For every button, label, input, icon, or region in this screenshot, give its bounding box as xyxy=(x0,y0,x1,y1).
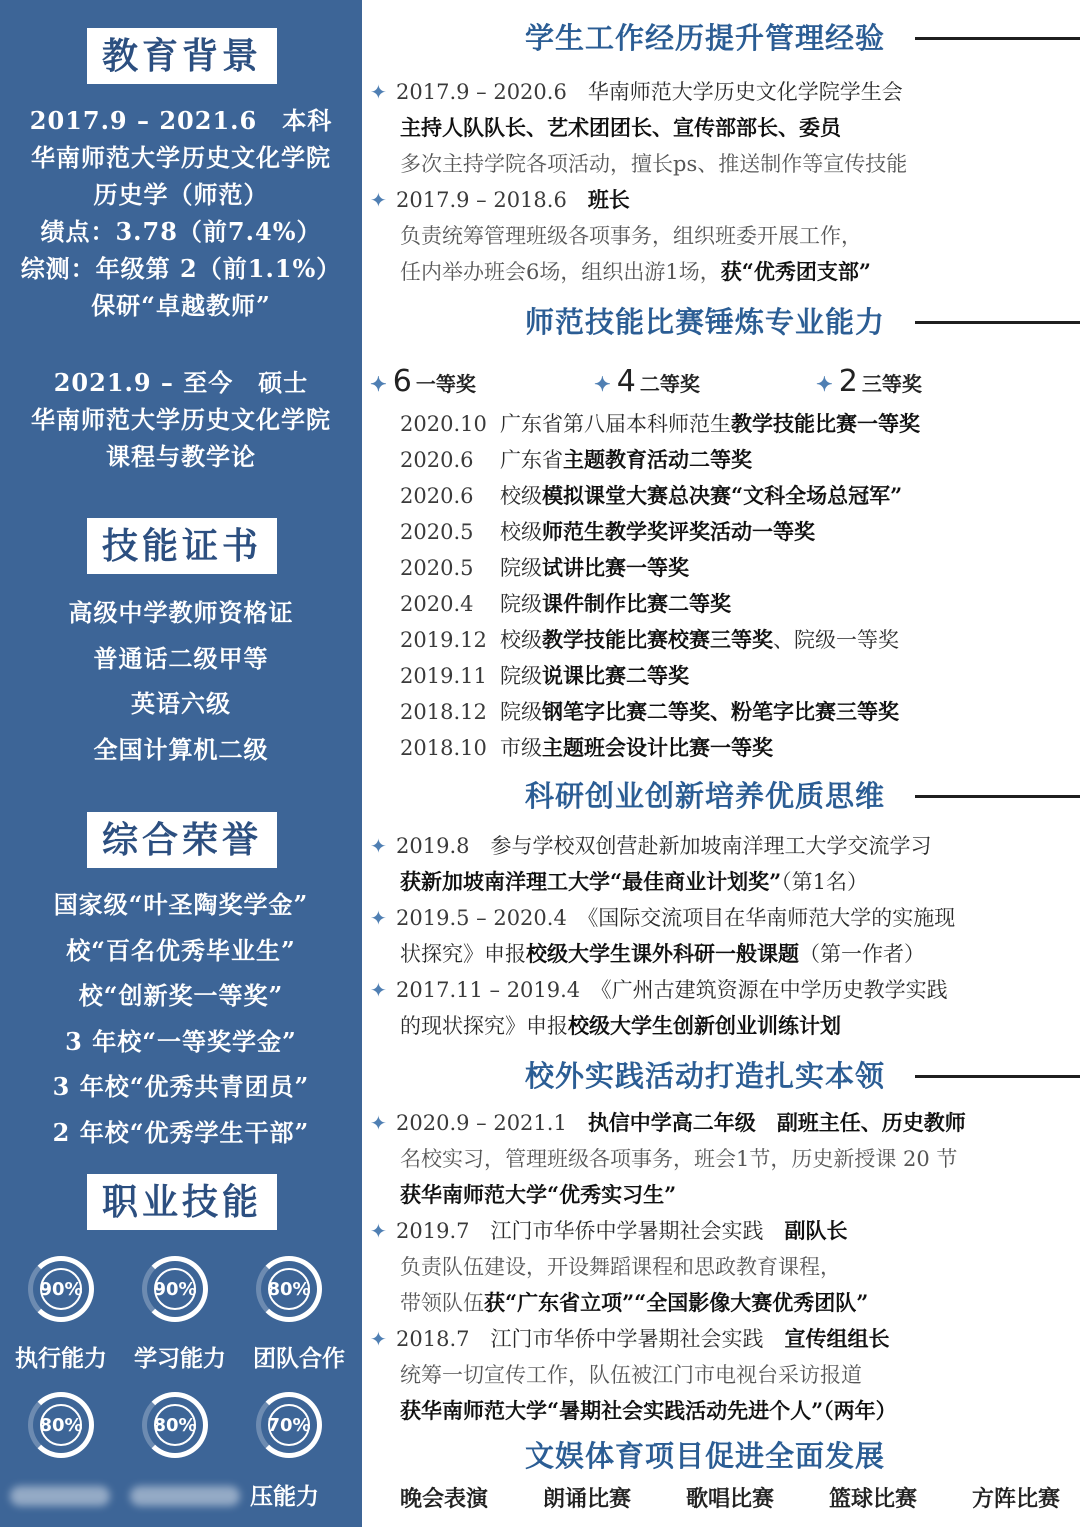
entry-date: 2019.7 xyxy=(396,1219,470,1243)
award-name: 教学技能比赛一等奖 xyxy=(731,411,920,436)
honor-item: 校“百名优秀毕业生” xyxy=(66,935,296,965)
entry-date: 2017.11 – 2019.4 xyxy=(396,978,581,1002)
star-icon: ✦ xyxy=(816,372,833,396)
entry-award: 获华南师范大学“暑期社会实践活动先进个人”（两年） xyxy=(400,1398,897,1423)
award-date: 2020.5 xyxy=(400,520,474,544)
skill-percent: 90% xyxy=(40,1268,82,1310)
award-date: 2019.11 xyxy=(400,664,487,688)
entry-role: 班长 xyxy=(587,187,630,212)
skills-title: 职业技能 xyxy=(87,1174,277,1230)
entry-org: 执信中学高二年级 xyxy=(587,1110,756,1135)
award-count: 2 xyxy=(838,364,858,399)
award-name: 模拟课堂大赛总决赛“文科全场总冠军” xyxy=(542,483,903,508)
entry-org: 江门市华侨中学暑期社会实践 xyxy=(490,1327,764,1351)
master-line: 华南师范大学历史文化学院 xyxy=(31,405,331,434)
entry-row xyxy=(370,218,1080,254)
entry-text: 状探究》申报 xyxy=(400,942,526,966)
section-research-header xyxy=(370,774,1080,818)
award-name: 教学技能比赛校赛三等奖 xyxy=(542,627,773,652)
award-stat xyxy=(370,362,476,402)
skill-label: 团队合作 xyxy=(253,1345,345,1372)
extracurricular-item: 朗诵比赛 xyxy=(542,1486,631,1512)
award-count: 6 xyxy=(392,364,412,399)
bachelor-line: 2017.9 – 2021.6 本科 xyxy=(29,106,333,135)
award-name: 主题教育活动二等奖 xyxy=(563,447,752,472)
award-row xyxy=(370,550,1080,586)
entry-project: 校级大学生课外科研一般课题 xyxy=(526,941,799,966)
honor-item: 国家级“叶圣陶奖学金” xyxy=(53,890,309,919)
award-name: 钢笔字比赛二等奖、粉笔字比赛三等奖 xyxy=(542,699,899,724)
skill-percent: 70% xyxy=(268,1404,310,1446)
skill-ring xyxy=(142,1256,208,1322)
award-pre: 校级 xyxy=(500,628,542,652)
skill-percent: 90% xyxy=(154,1268,196,1310)
skill-percent: 80% xyxy=(268,1268,310,1310)
skill-ring xyxy=(256,1256,322,1322)
blurred-label xyxy=(10,1486,110,1506)
master-info xyxy=(0,364,362,475)
award-row xyxy=(370,406,1080,442)
entry-award: 获“广东省立项”“全国影像大赛优秀团队” xyxy=(484,1290,869,1315)
award-row xyxy=(370,658,1080,694)
award-date: 2020.5 xyxy=(400,556,474,580)
cert-item: 高级中学教师资格证 xyxy=(68,598,294,627)
award-date: 2020.6 xyxy=(400,448,474,472)
honor-item: 校“创新奖一等奖” xyxy=(78,981,284,1010)
entry-row xyxy=(370,972,1080,1008)
bachelor-line: 综测：年级第 2（前1.1%） xyxy=(20,254,342,283)
entry-row xyxy=(370,1357,1080,1393)
entry-row xyxy=(370,1105,1080,1141)
honor-item: 3 年校“一等奖学金” xyxy=(65,1026,297,1056)
honors-title: 综合荣誉 xyxy=(87,812,277,868)
entry-role: （第一作者） xyxy=(799,942,925,966)
award-date: 2018.12 xyxy=(400,700,487,724)
award-count: 4 xyxy=(616,364,636,399)
star-icon: ✦ xyxy=(370,906,387,930)
extracurricular-list xyxy=(400,1482,1060,1518)
sidebar xyxy=(0,0,362,1527)
award-pre: 校级 xyxy=(500,520,542,544)
section-title: 文娱体育项目促进全面发展 xyxy=(525,1439,886,1473)
entry-org: 江门市华侨中学暑期社会实践 xyxy=(490,1219,764,1243)
entry-desc: 负责队伍建设，开设舞蹈课程和思政教育课程， xyxy=(400,1255,841,1279)
entry-text: 《国际交流项目在华南师范大学的实施现 xyxy=(587,906,956,930)
entry-row xyxy=(370,1141,1080,1177)
section-title: 师范技能比赛锤炼专业能力 xyxy=(525,305,886,339)
cert-item: 英语六级 xyxy=(131,689,231,718)
entry-date: 2020.9 – 2021.1 xyxy=(396,1111,567,1135)
entry-row xyxy=(370,1393,1080,1429)
bachelor-info xyxy=(0,102,362,324)
award-pre: 院级 xyxy=(500,556,542,580)
award-name: 说课比赛二等奖 xyxy=(542,663,689,688)
entry-desc: 多次主持学院各项活动，擅长ps、推送制作等宣传技能 xyxy=(400,152,908,176)
bachelor-line: 保研“卓越教师” xyxy=(91,291,271,320)
entry-row xyxy=(370,1321,1080,1357)
section-competitions-header xyxy=(370,300,1080,344)
award-name: 师范生教学奖评奖活动一等奖 xyxy=(542,519,815,544)
award-name: 主题班会设计比赛一等奖 xyxy=(542,735,773,760)
award-stat xyxy=(816,362,922,402)
entry-row xyxy=(370,1249,1080,1285)
entry-desc: 名校实习，管理班级各项事务，班会1节，历史新授课 20 节 xyxy=(400,1147,958,1171)
skill-ring xyxy=(28,1392,94,1458)
award-pre: 广东省 xyxy=(500,448,563,472)
skill-percent: 80% xyxy=(40,1404,82,1446)
star-icon: ✦ xyxy=(370,188,387,212)
entry-row xyxy=(370,936,1080,972)
honor-item: 2 年校“优秀学生干部” xyxy=(52,1117,310,1147)
entry-role: 宣传组组长 xyxy=(784,1326,890,1351)
award-date: 2020.6 xyxy=(400,484,474,508)
master-line: 2021.9 – 至今 硕士 xyxy=(53,368,309,397)
skill-ring xyxy=(256,1392,322,1458)
entry-row xyxy=(370,254,1080,290)
entry-row xyxy=(370,182,1080,218)
divider-line xyxy=(915,795,1080,798)
entry-rank: （第1名） xyxy=(781,870,869,894)
award-row xyxy=(370,622,1080,658)
entry-date: 2017.9 – 2020.6 xyxy=(396,80,567,104)
entry-roles: 主持人队队长、艺术团团长、宣传部部长、委员 xyxy=(400,115,841,140)
divider-line xyxy=(915,37,1080,40)
star-icon: ✦ xyxy=(370,1219,387,1243)
cert-item: 普通话二级甲等 xyxy=(93,643,269,673)
extracurricular-item: 方阵比赛 xyxy=(971,1486,1060,1512)
entry-row xyxy=(370,864,1080,900)
skill-label-partial: 压能力 xyxy=(250,1483,319,1510)
skill-ring xyxy=(142,1392,208,1458)
entry-date: 2018.7 xyxy=(396,1327,470,1351)
entry-text: 《广州古建筑资源在中学历史教学实践 xyxy=(601,978,948,1002)
award-pre: 校级 xyxy=(500,484,542,508)
entry-text: 参与学校双创营赴新加坡南洋理工大学交流学习 xyxy=(490,834,932,858)
star-icon: ✦ xyxy=(594,372,611,396)
entry-row xyxy=(370,1213,1080,1249)
honor-item: 3 年校“优秀共青团员” xyxy=(52,1072,310,1101)
entry-role: 副队长 xyxy=(784,1218,848,1243)
entry-row xyxy=(370,110,1080,146)
bachelor-line: 华南师范大学历史文化学院 xyxy=(31,143,331,172)
entry-row xyxy=(370,828,1080,864)
award-row xyxy=(370,694,1080,730)
star-icon: ✦ xyxy=(370,1327,387,1351)
award-row xyxy=(370,730,1080,766)
award-date: 2019.12 xyxy=(400,628,487,652)
award-level: 三等奖 xyxy=(861,372,922,396)
entry-desc: 任内举办班会6场，组织出游1场， xyxy=(400,260,721,284)
award-row xyxy=(370,478,1080,514)
entry-date: 2019.8 xyxy=(396,834,470,858)
award-pre: 院级 xyxy=(500,664,542,688)
entry-row xyxy=(370,74,1080,110)
entry-date: 2017.9 – 2018.6 xyxy=(396,188,567,212)
entry-role: 副班主任、历史教师 xyxy=(776,1110,966,1135)
extracurricular-item: 晚会表演 xyxy=(400,1486,489,1512)
award-pre: 广东省第八届本科师范生 xyxy=(500,412,731,436)
cert-list xyxy=(0,590,362,772)
entry-row xyxy=(370,1008,1080,1044)
skill-label: 执行能力 xyxy=(15,1345,107,1372)
award-name: 试讲比赛一等奖 xyxy=(542,555,689,580)
divider-line xyxy=(915,321,1080,324)
star-icon: ✦ xyxy=(370,80,387,104)
award-level: 二等奖 xyxy=(639,372,700,396)
bachelor-line: 历史学（师范） xyxy=(93,180,269,209)
entry-project: 校级大学生创新创业训练计划 xyxy=(568,1013,841,1038)
entry-award: 获新加坡南洋理工大学“最佳商业计划奖” xyxy=(400,869,782,894)
award-date: 2020.10 xyxy=(400,412,487,436)
award-date: 2020.4 xyxy=(400,592,474,616)
entry-row xyxy=(370,1285,1080,1321)
certs-title: 技能证书 xyxy=(87,518,277,574)
extracurricular-item: 歌唱比赛 xyxy=(685,1486,774,1512)
entry-date: 2019.5 – 2020.4 xyxy=(396,906,567,930)
section-practice-header xyxy=(370,1054,1080,1098)
entry-row xyxy=(370,146,1080,182)
award-pre: 市级 xyxy=(500,736,542,760)
entry-text: 的现状探究》申报 xyxy=(400,1014,568,1038)
honor-list xyxy=(0,882,362,1155)
section-title: 科研创业创新培养优质思维 xyxy=(525,779,886,813)
section-title: 学生工作经历提升管理经验 xyxy=(525,21,886,55)
entry-desc: 负责统筹管理班级各项事务，组织班委开展工作， xyxy=(400,224,862,248)
blurred-label xyxy=(130,1486,240,1506)
award-pre: 院级 xyxy=(500,592,542,616)
skill-label: 学习能力 xyxy=(134,1345,226,1372)
award-name: 课件制作比赛二等奖 xyxy=(542,591,731,616)
master-line: 课程与教学论 xyxy=(106,442,256,471)
section-student-work-header xyxy=(370,16,1080,60)
star-icon: ✦ xyxy=(370,372,387,396)
cert-item: 全国计算机二级 xyxy=(93,734,269,764)
entry-desc: 统筹一切宣传工作，队伍被江门市电视台采访报道 xyxy=(400,1363,862,1387)
star-icon: ✦ xyxy=(370,1111,387,1135)
bachelor-line: 绩点：3.78（前7.4%） xyxy=(40,217,322,246)
entry-row xyxy=(370,1177,1080,1213)
skill-percent: 80% xyxy=(154,1404,196,1446)
award-row xyxy=(370,586,1080,622)
skill-ring xyxy=(28,1256,94,1322)
extracurricular-item: 篮球比赛 xyxy=(828,1486,917,1512)
award-stat xyxy=(594,362,700,402)
entry-award: 获“优秀团支部” xyxy=(720,259,871,284)
entry-row xyxy=(370,900,1080,936)
award-row xyxy=(370,442,1080,478)
section-extracurricular-header xyxy=(370,1434,1080,1478)
award-row xyxy=(370,514,1080,550)
award-date: 2018.10 xyxy=(400,736,487,760)
star-icon: ✦ xyxy=(370,834,387,858)
award-level: 一等奖 xyxy=(415,372,476,396)
entry-org: 华南师范大学历史文化学院学生会 xyxy=(587,80,903,104)
star-icon: ✦ xyxy=(370,978,387,1002)
award-pre: 院级 xyxy=(500,700,542,724)
entry-award: 获华南师范大学“优秀实习生” xyxy=(400,1182,677,1207)
section-title: 校外实践活动打造扎实本领 xyxy=(525,1059,886,1093)
award-post: 、院级一等奖 xyxy=(773,628,899,652)
education-title: 教育背景 xyxy=(87,28,277,84)
divider-line xyxy=(915,1075,1080,1078)
entry-desc: 带领队伍 xyxy=(400,1291,484,1315)
